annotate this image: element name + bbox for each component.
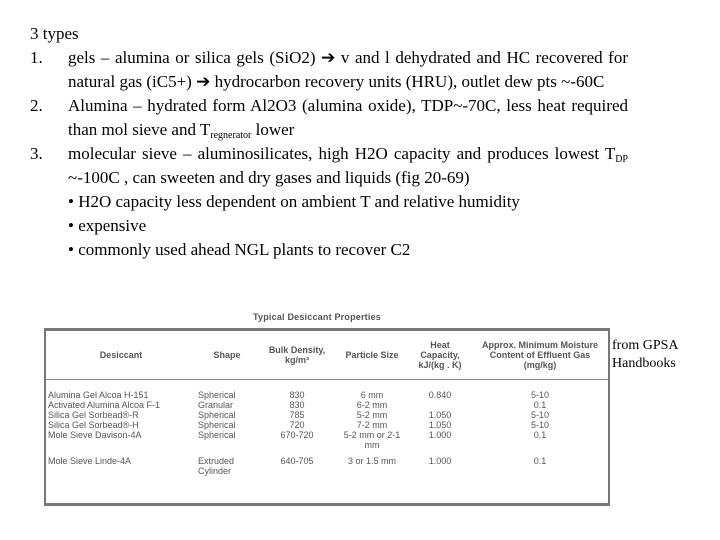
col-header: Shape (196, 331, 258, 380)
desiccant-table-figure (40, 312, 606, 502)
list-item-1: 1. gels – alumina or silica gels (SiO2) ➔ v and l dehydrated and HC recovered for natural gas (iC5+) ➔ hydrocarbon recovery units (HRU), outlet dew pts ~-60C (30, 46, 628, 94)
col-header: Bulk Density, kg/m³ (258, 331, 336, 380)
bullet-1: • H2O capacity less dependent on ambient T and relative humidity (68, 192, 520, 211)
col-header: Approx. Minimum Moisture Content of Effluent Gas (mg/kg) (472, 331, 608, 380)
table-header-row (46, 331, 608, 380)
table-row: Mole Sieve Linde-4A Extruded Cylinder 640-705 3 or 1.5 mm 1.000 0.1 (48, 456, 547, 476)
col-header: Particle Size (336, 331, 408, 380)
col-header: Heat Capacity, kJ/(kg . K) (408, 331, 472, 380)
table-row: Silica Gel Sorbead®-R Spherical 785 5-2 mm 1.050 5-10 (48, 410, 549, 420)
bullet-3: • commonly used ahead NGL plants to recover C2 (68, 240, 411, 259)
bullet-2: • expensive (68, 216, 147, 235)
source-note: from GPSA Handbooks (612, 338, 678, 371)
heading: 3 types (30, 24, 79, 43)
table-row: Mole Sieve Davison-4A Spherical 670-720 5-2 mm or 2-1 mm 1.000 0.1 (48, 430, 547, 450)
col-header: Desiccant (46, 331, 196, 380)
table-row: Silica Gel Sorbead®-H Spherical 720 7-2 mm 1.050 5-10 (48, 420, 549, 430)
table-row: Activated Alumina Alcoa F-1 Granular 830 6-2 mm 0.1 (48, 400, 547, 410)
table-row: Alumina Gel Alcoa H-151 Spherical 830 6 mm 0.840 5-10 (48, 390, 549, 400)
desiccant-table (46, 331, 608, 476)
table-box (44, 328, 610, 506)
item-1-text: gels – alumina or silica gels (SiO2) ➔ v and l dehydrated and HC recovered for natural gas (iC5+) ➔ hydrocarbon recovery units (HRU), outlet dew pts ~-60C (68, 48, 628, 91)
main-text (30, 22, 628, 262)
table-title: Typical Desiccant Properties (253, 312, 381, 322)
list-item-3: 3. molecular sieve – aluminosilicates, high H2O capacity and produces lowest $T_{DP}$ ~-100C , can sweeten and dry gases and liquids (fig 20-69) • H2O capacity less dependent on ambient T and relative humidity • expensive • commonly used ahead NGL plants to recover C2 (30, 142, 628, 262)
list-item-2: 2. Alumina – hydrated form Al2O3 (alumina oxide), TDP~-70C, less heat required than mol sieve and $T_{regnerator}$ lower (30, 96, 628, 141)
